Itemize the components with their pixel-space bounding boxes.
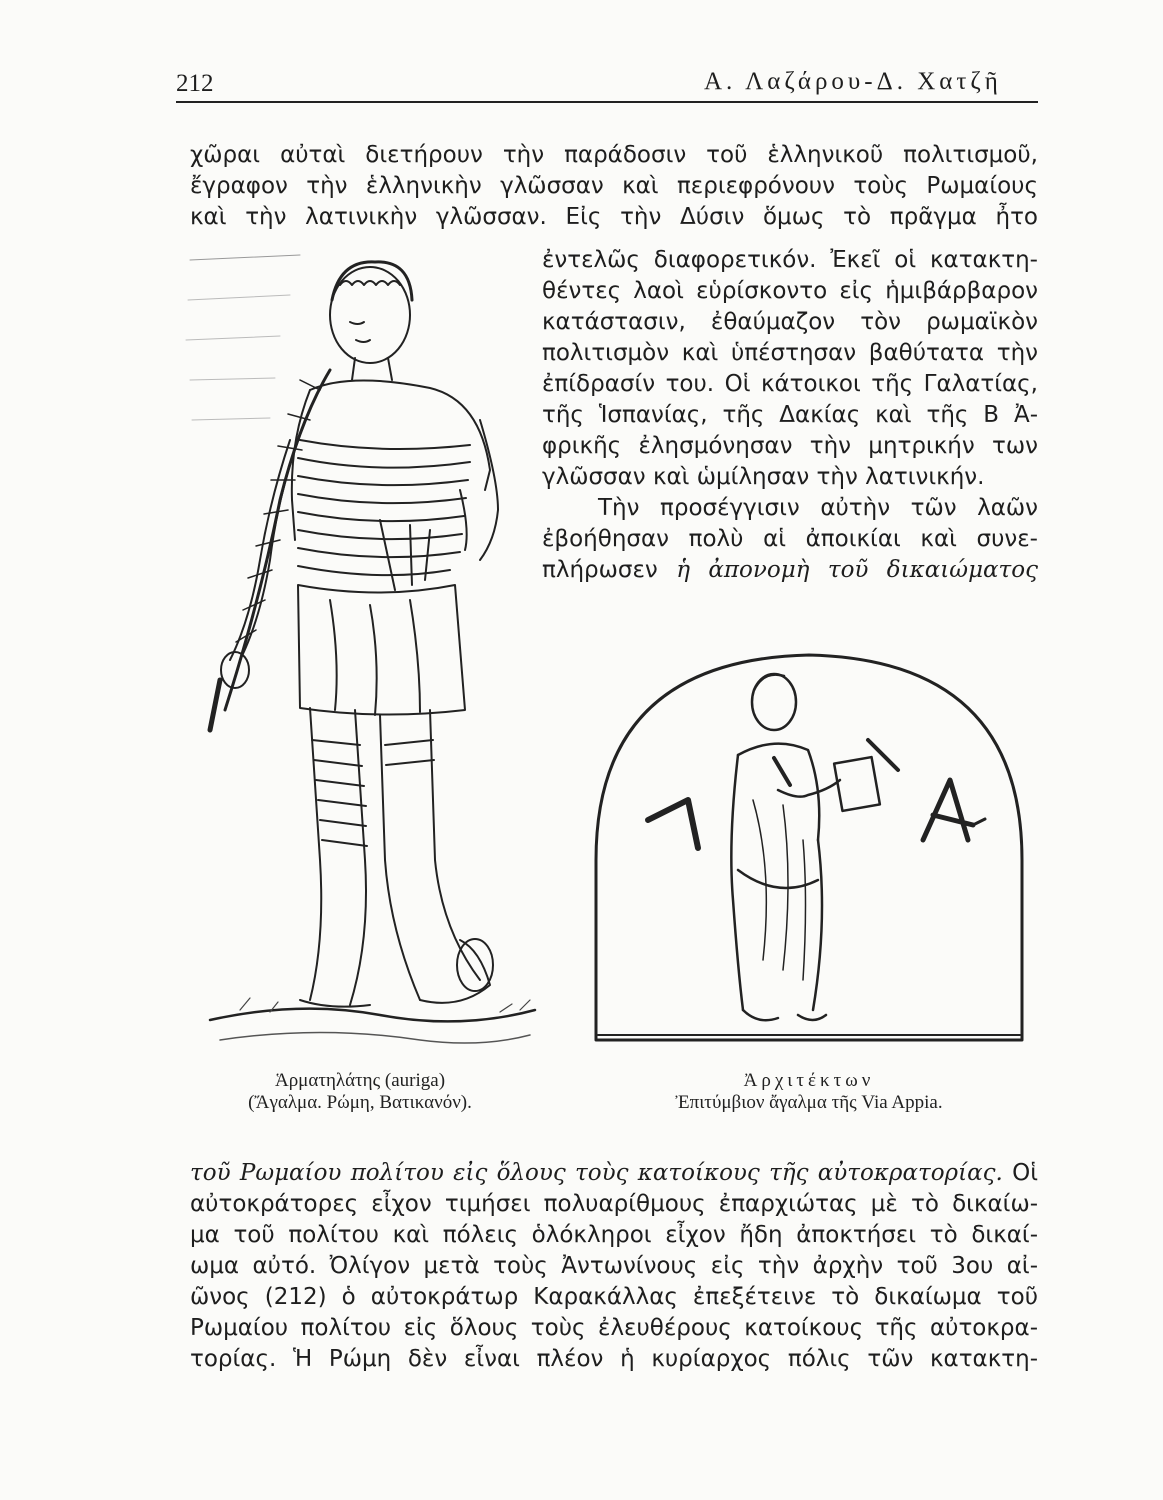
column-paragraph [542,245,1038,586]
running-head: Α. Λαζάρου-Δ. Χατζῆ [704,68,1002,95]
caption-line: (Ἄγαλμα. Ρώμη, Βατικανόν). [248,1092,472,1113]
italic-span: ἡ ἀπονομὴ τοῦ δικαιώματος [676,557,1038,583]
caption-line: Ἀρχιτέκτων [743,1070,875,1091]
text-line: χῶραι αὐταὶ διετήρουν τὴν παράδοσιν τοῦ ἑλληνικοῦ πολιτισμοῦ, [190,142,1038,168]
text-line: αὐτοκράτορες εἶχον τιμήσει πολυαρίθμους ἐπαρχιώτας μὲ τὸ δικαίω- [190,1191,1038,1217]
text-line: Ρωμαίου πολίτου εἰς ὅλους τοὺς ἐλευθέρους κατοίκους τῆς αὐτοκρα- [190,1315,1038,1341]
italic-span: τοῦ Ρωμαίου πολίτου εἰς ὅλους τοὺς κατοίκους τῆς αὐτοκρατορίας. [190,1160,1003,1186]
text-span: πλήρωσεν [542,557,658,583]
text-line: τορίας. Ἡ Ρώμη δὲν εἶναι πλέον ἡ κυρίαρχος πόλις τῶν κατακτη- [190,1346,1038,1372]
text-line: ἔγραφον τὴν ἑλληνικὴν γλῶσσαν καὶ περιεφρόνουν τοὺς Ρωμαίους [190,173,1038,199]
text-line: ἐντελῶς διαφορετικόν. Ἐκεῖ οἱ κατακτη- [542,247,1038,273]
text-line: μα τοῦ πολίτου καὶ πόλεις ὁλόκληροι εἶχον ἤδη ἀποκτήσει τὸ δικαί- [190,1222,1038,1248]
text-line: τῆς Ἱσπανίας, τῆς Δακίας καὶ τῆς Β Ἀ- [542,402,1038,428]
caption-line: Ἁρματηλάτης (auriga) [274,1070,446,1091]
text-line: θέντες λαοὶ εὑρίσκοντο εἰς ἡμιβάρβαρον [542,278,1038,304]
architect-illustration [578,640,1040,1060]
text-line: πολιτισμὸν καὶ ὑπέστησαν βαθύτατα τὴν [542,340,1038,366]
bottom-paragraph [190,1158,1038,1375]
text-line: ἐβοήθησαν πολὺ αἱ ἀποικίαι καὶ συνε- [542,526,1038,552]
text-line: φρικῆς ἐλησμόνησαν τὴν μητρικήν των [542,433,1038,459]
text-line: κατάστασιν, ἐθαύμαζον τὸν ρωμαϊκὸν [542,309,1038,335]
text-line: Τὴν προσέγγισιν αὐτὴν τῶν λαῶν [598,495,1038,521]
text-line: καὶ τὴν λατινικὴν γλῶσσαν. Εἰς τὴν Δύσιν ὅμως τὸ πρᾶγμα ἦτο [190,204,1038,230]
right-figure-caption [578,1070,1040,1114]
text-line: ῶνος (212) ὁ αὐτοκράτωρ Καρακάλλας ἐπεξέτεινε τὸ δικαίωμα τοῦ [190,1284,1038,1310]
page-number: 212 [176,70,214,97]
top-paragraph [190,140,1038,233]
text-line: γλῶσσαν καὶ ὡμίλησαν τὴν λατινικήν. [542,464,985,490]
text-line [190,1158,1038,1189]
left-figure-caption [180,1070,540,1114]
header-rule [176,101,1038,103]
caption-line: Ἐπιτύμβιον ἄγαλμα τῆς Via Appia. [675,1092,943,1113]
text-line: ἐπίδρασίν του. Οἱ κάτοικοι τῆς Γαλατίας, [542,371,1038,397]
text-span: Οἱ [1012,1160,1038,1186]
charioteer-illustration [180,240,540,1060]
text-line [542,555,1038,586]
text-line: ωμα αὐτό. Ὀλίγον μετὰ τοὺς Ἀντωνίνους εἰς τὴν ἀρχὴν τοῦ 3ου αἰ- [190,1253,1038,1279]
